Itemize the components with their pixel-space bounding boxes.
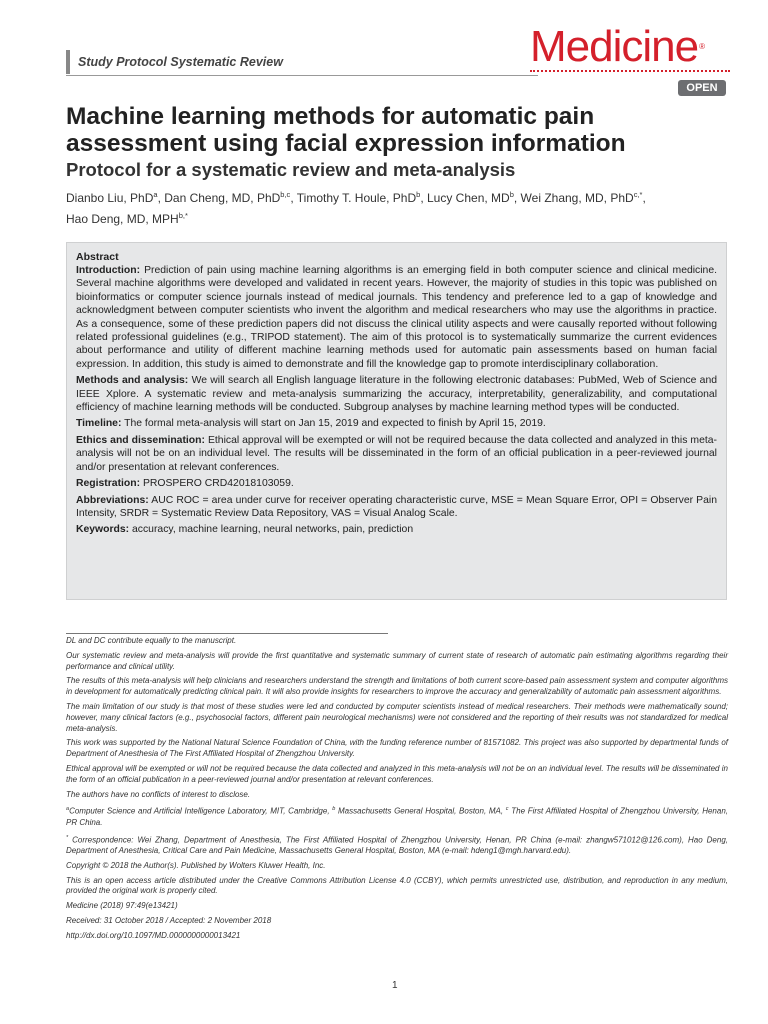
abstract-text: The formal meta-analysis will start on Jan 15, 2019 and expected to finish by April 15, 2019. [124, 418, 546, 430]
abstract-heading: Abstract [76, 251, 119, 263]
author-name[interactable]: Lucy Chen, MD [427, 191, 510, 205]
affiliation-text: The First Affiliated Hospital of Zhengzhou University, Henan, PR China. [66, 807, 728, 827]
footnote-ethics: Ethical approval will be exempted or will not be required because the data collected and analyzed in this meta-analysis will not be on an individual level. The results will be disseminated in the form of an official publication in a peer-reviewed journal and/or presentation at relevant conferences. [66, 763, 728, 784]
journal-logo[interactable] [530, 22, 730, 72]
author-affiliation: b [416, 190, 421, 199]
author-list [66, 186, 736, 228]
footnote-conflicts: The authors have no conflicts of interest to disclose. [66, 789, 251, 799]
abstract-text: Ethical approval will be exempted or will not be required because the data collected and analyzed in this meta-analysis will not be on an individual level. The results will be disseminated in the form of an official publication in a peer-reviewed journal and/or presentation at relevant conferences. [76, 434, 717, 473]
abstract-ethics [76, 434, 717, 474]
abstract-label: Ethics and dissemination: [76, 434, 205, 446]
author-separator: , [642, 191, 646, 205]
footnote-equal-contribution: DL and DC contribute equally to the manuscript. [66, 636, 237, 645]
author-separator: , [290, 191, 297, 205]
abstract-label: Timeline: [76, 418, 122, 430]
abstract-keywords [76, 523, 717, 536]
footnote-note: The main limitation of our study is that most of these studies were led and conducted by computer scientists instead of medical researchers. Their methods were mathematically sound; however, many clinical factors (e.g., psychosocial factors, different pain neurological mechanisms) were not considered and the reporting of their results was not standardized for medical meta-analysis. [66, 701, 728, 733]
author-name[interactable]: Wei Zhang, MD, PhD [520, 191, 634, 205]
footnote-funding: This work was supported by the National Natural Science Foundation of China, with the funding reference number of 81571082. This project was also supported by departmental funds of Department of Anesthesia of The First Affiliated Hospital of Zhengzhou University. [66, 738, 728, 759]
footnote-rule [66, 633, 388, 634]
author-affiliation: c,* [633, 190, 643, 199]
author-separator: , [157, 191, 165, 205]
article-subtitle: Protocol for a systematic review and meta-analysis [66, 159, 516, 180]
registered-mark: ® [699, 42, 704, 51]
affiliation-text: Computer Science and Artificial Intelligence Laboratory, MIT, Cambridge, [69, 807, 333, 817]
author-separator: , [420, 191, 427, 205]
author-affiliation: b,* [178, 211, 188, 220]
abstract-introduction [76, 264, 717, 371]
author-name[interactable]: Hao Deng, MD, MPH [66, 212, 179, 226]
abstract-methods [76, 374, 717, 414]
affiliation-mark: a [66, 806, 70, 813]
open-access-badge: OPEN [678, 80, 726, 96]
footnote-affiliations [66, 804, 728, 828]
journal-name: Medicine [530, 22, 699, 71]
abstract-abbreviations [76, 494, 717, 521]
footnote-doi[interactable]: http://dx.doi.org/10.1097/MD.0000000000013421 [66, 930, 241, 940]
abstract-text: accuracy, machine learning, neural networks, pain, prediction [132, 524, 414, 536]
correspondence-mark: * [66, 834, 69, 841]
author-separator: , [513, 191, 521, 205]
affiliation-mark: b [332, 806, 336, 813]
abstract-box [66, 242, 727, 600]
footnote-received: Received: 31 October 2018 / Accepted: 2 November 2018 [66, 916, 272, 926]
abstract-text: Prediction of pain using machine learning algorithms is an emerging field in both computer science and clinical medicine. Several machine algorithms were developed and validated in recent years. However, the majority of studies in this topic was published on bioinformatics or computer science journals instead of medical journals. This tendency and preference led to a gap of knowledge and acknowledgment between computer scientists who invent the algorithm and medical researchers who may use the algorithms in practice. As a consequence, some of these prediction papers did not discuss the clinical utility aspects and were causally reported without following related professional guidelines (e.g., TRIPOD statement). The aim of this protocol is to systematically summarize the current evidences about performance and utility of different machine learning methods used for automatic pain assessments based on human facial expression. In addition, this study is aimed to demonstrate and fill the knowledge gap to promote interdisciplinary collaboration. [76, 265, 718, 370]
abstract-text: PROSPERO CRD42018103059. [142, 478, 294, 490]
footnote-correspondence [66, 833, 728, 857]
header-rule [66, 75, 538, 76]
footnote-note: The results of this meta-analysis will help clinicians and researchers understand the strength and limitations of both current score-based pain assessment system and computer algorithms in development for automatically predicting clinical pain. It will also provide insights for researchers to improve the accuracy and generalizability of automatic pain assessment algorithms. [66, 676, 728, 697]
abstract-label: Registration: [76, 478, 141, 490]
article-title: Machine learning methods for automatic pain assessment using facial expression information [66, 103, 626, 157]
footnote-license: This is an open access article distributed under the Creative Commons Attribution License 4.0 (CCBY), which permits unrestricted use, distribution, and reproduction in any medium, provided the original work is properly cited. [66, 875, 728, 896]
footnote-copyright: Copyright © 2018 the Author(s). Published by Wolters Kluwer Health, Inc. [66, 860, 326, 870]
abstract-label: Abbreviations: [76, 494, 149, 506]
abstract-label: Methods and analysis: [76, 375, 189, 387]
section-label: Study Protocol Systematic Review [66, 50, 283, 74]
correspondence-text: Correspondence: Wei Zhang, Department of Anesthesia, The First Affiliated Hospital of Zhengzhou University, Henan, PR China (e-mail: zhangw571012@126.com), Hao Deng, Department of Anesthesia, Critical Care and Pain Medicine, Massachusetts General Hospital, Boston, MA (e-mail: hdeng1@mgh.harvard.edu). [66, 835, 729, 856]
author-affiliation: b,c [280, 190, 291, 199]
affiliation-mark: c [505, 806, 509, 813]
author-name[interactable]: Timothy T. Houle, PhD [296, 191, 417, 205]
footnote-note: Our systematic review and meta-analysis will provide the first quantitative and systematic summary of current state of research of automatic pain estimating algorithms regarding their performance and clinical utility. [66, 650, 728, 671]
footnotes [66, 636, 728, 946]
page-number: 1 [392, 980, 398, 991]
author-affiliation: b [509, 190, 514, 199]
footnote-citation: Medicine (2018) 97:49(e13421) [66, 901, 178, 911]
abstract-timeline [76, 417, 717, 430]
affiliation-text: Massachusetts General Hospital, Boston, MA, [338, 807, 506, 817]
abstract-label: Keywords: [76, 524, 130, 536]
author-name[interactable]: Dan Cheng, MD, PhD [164, 191, 281, 205]
author-name[interactable]: Dianbo Liu, PhD [66, 191, 154, 205]
abstract-label: Introduction: [76, 265, 141, 276]
abstract-text: AUC ROC = area under curve for receiver operating characteristic curve, MSE = Mean Square Error, OPI = Observer Pain Intensity, SRDR = Systematic Review Data Repository, VAS = Visual Analog Scale. [76, 494, 717, 519]
abstract-text: We will search all English language literature in the following electronic databases: PubMed, Web of Science and IEEE Xplore. A systematic review and meta-analysis summarizing the accuracy, interpretability, generalizability, and computational efficiency of machine learning methods will be conducted. Subgroup analyses by machine learning method types will be conducted. [76, 375, 718, 414]
abstract-registration [76, 477, 717, 490]
logo-dotted-rule [530, 70, 730, 72]
author-affiliation: a [153, 190, 158, 199]
